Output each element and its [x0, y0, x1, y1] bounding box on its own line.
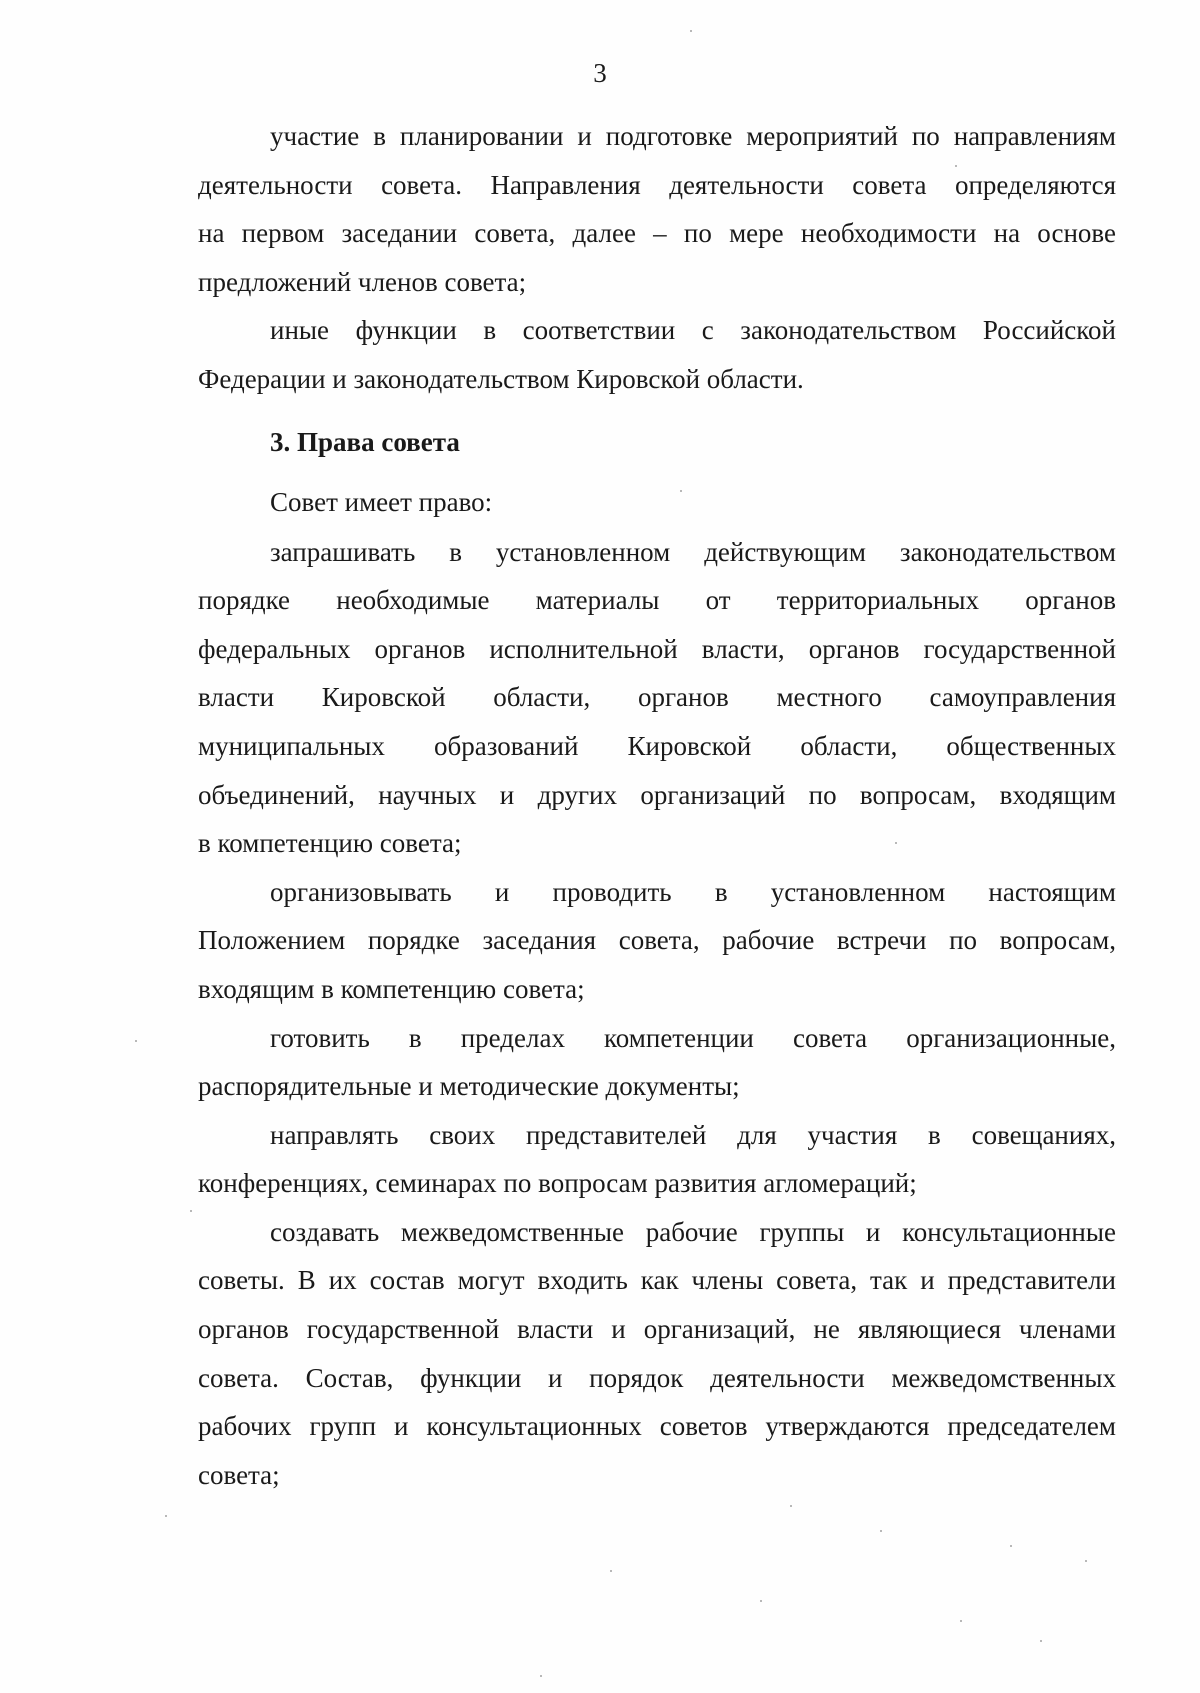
paragraph-prepare-documents [198, 1014, 1116, 1111]
scan-speck [690, 30, 692, 32]
text-line: Федерации и законодательством Кировской области. [198, 363, 804, 394]
paragraph-other-functions [198, 306, 1116, 403]
text-line: совета; [198, 1459, 280, 1490]
scan-speck [190, 1210, 192, 1212]
scan-speck [790, 1505, 792, 1507]
text-line: организовывать и проводить в установленном настоящим [270, 876, 1116, 907]
paragraph-organize-meetings [198, 868, 1116, 1014]
text-line: деятельности совета. Направления деятельности совета определяются [198, 169, 1116, 200]
text-line: создавать межведомственные рабочие группы и консультационные [270, 1216, 1116, 1247]
text-line: иные функции в соответствии с законодательством Российской [270, 315, 1116, 346]
text-line: предложений членов совета; [198, 266, 527, 297]
text-line: объединений, научных и других организаций по вопросам, входящим [198, 779, 1116, 810]
text-line: власти Кировской области, органов местного самоуправления [198, 682, 1116, 713]
text-line: готовить в пределах компетенции совета организационные, [270, 1022, 1116, 1053]
section-lead: Совет имеет право: [270, 486, 493, 517]
scan-speck [680, 490, 682, 492]
paragraph-functions-participation [198, 112, 1116, 306]
text-line: рабочих групп и консультационных советов утверждаются председателем [198, 1411, 1116, 1442]
paragraph-request-materials [198, 528, 1116, 868]
scan-speck [1085, 1560, 1087, 1562]
text-line: запрашивать в установленном действующим законодательством [270, 536, 1116, 567]
text-line: федеральных органов исполнительной власти, органов государственной [198, 633, 1116, 664]
text-line: органов государственной власти и организаций, не являющиеся членами [198, 1314, 1116, 1345]
document-body [198, 112, 1116, 1499]
text-line: в компетенцию совета; [198, 828, 462, 859]
text-line: входящим в компетенцию совета; [198, 973, 585, 1004]
text-line: направлять своих представителей для участия в совещаниях, [270, 1119, 1116, 1150]
text-line: советы. В их состав могут входить как члены совета, так и представители [198, 1265, 1116, 1296]
scan-speck [610, 1570, 612, 1572]
scan-speck [880, 1530, 882, 1532]
scan-speck [1010, 1545, 1012, 1547]
text-line: порядке необходимые материалы от территориальных органов [198, 585, 1116, 616]
paragraph-send-representatives [198, 1111, 1116, 1208]
text-line: муниципальных образований Кировской области, общественных [198, 730, 1116, 761]
text-line: совета. Состав, функции и порядок деятельности межведомственных [198, 1362, 1116, 1393]
scan-speck [895, 842, 897, 844]
text-line: на первом заседании совета, далее – по мере необходимости на основе [198, 218, 1116, 249]
text-line: конференциях, семинарах по вопросам развития агломераций; [198, 1168, 917, 1199]
scan-speck [540, 1675, 542, 1677]
text-line: распорядительные и методические документы; [198, 1071, 740, 1102]
text-line: участие в планировании и подготовке мероприятий по направлениям [270, 121, 1116, 151]
page-number: 3 [593, 58, 607, 88]
scan-speck [135, 1040, 137, 1042]
scan-speck [960, 1620, 962, 1622]
text-line: Положением порядке заседания совета, рабочие встречи по вопросам, [198, 925, 1116, 956]
paragraph-create-working-groups [198, 1208, 1116, 1500]
scan-speck [1040, 1640, 1042, 1642]
scan-speck [760, 1600, 762, 1602]
scan-speck [955, 165, 957, 167]
scan-speck [165, 1515, 167, 1517]
section-heading: 3. Права совета [270, 426, 460, 457]
